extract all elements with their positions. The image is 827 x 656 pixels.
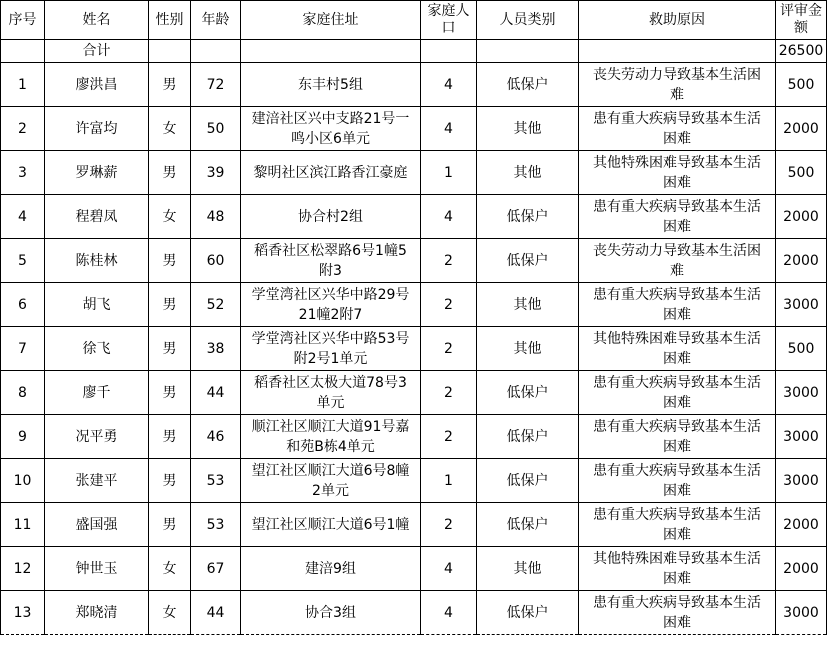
cell-address: 学堂湾社区兴华中路29号21幢2附7 <box>241 283 421 327</box>
cell-family-size: 4 <box>421 107 477 151</box>
header-family-size: 家庭人口 <box>421 1 477 40</box>
cell-category: 其他 <box>477 107 579 151</box>
cell-address: 黎明社区滨江路香江豪庭 <box>241 151 421 195</box>
cell-gender: 女 <box>149 547 191 591</box>
cell-reason: 其他特殊困难导致基本生活困难 <box>579 151 776 195</box>
cell-family-size: 4 <box>421 195 477 239</box>
cell-gender: 男 <box>149 283 191 327</box>
cell-no: 7 <box>1 327 45 371</box>
cell-no: 10 <box>1 459 45 503</box>
cell-name: 许富均 <box>45 107 149 151</box>
cell-name: 廖洪昌 <box>45 63 149 107</box>
cell-name: 郑晓清 <box>45 591 149 635</box>
cell-age: 72 <box>191 63 241 107</box>
cell-family-size: 1 <box>421 151 477 195</box>
total-cell-empty <box>241 40 421 63</box>
cell-address: 望江社区顺江大道6号8幢2单元 <box>241 459 421 503</box>
cell-family-size: 2 <box>421 327 477 371</box>
cell-no: 8 <box>1 371 45 415</box>
cell-category: 其他 <box>477 547 579 591</box>
cell-name: 徐飞 <box>45 327 149 371</box>
cell-no: 4 <box>1 195 45 239</box>
cell-reason: 患有重大疾病导致基本生活困难 <box>579 591 776 635</box>
cell-gender: 女 <box>149 195 191 239</box>
cell-name: 廖千 <box>45 371 149 415</box>
cell-amount: 3000 <box>776 371 827 415</box>
header-row <box>1 1 827 40</box>
cell-amount: 500 <box>776 63 827 107</box>
cell-category: 低保户 <box>477 239 579 283</box>
cell-reason: 丧失劳动力导致基本生活困难 <box>579 239 776 283</box>
cell-family-size: 2 <box>421 503 477 547</box>
cell-no: 9 <box>1 415 45 459</box>
total-cell-empty <box>477 40 579 63</box>
cell-address: 学堂湾社区兴华中路53号附2号1单元 <box>241 327 421 371</box>
cell-family-size: 4 <box>421 591 477 635</box>
cell-age: 53 <box>191 503 241 547</box>
cell-age: 46 <box>191 415 241 459</box>
header-gender: 性别 <box>149 1 191 40</box>
cell-reason: 丧失劳动力导致基本生活困难 <box>579 63 776 107</box>
table-row <box>1 415 827 459</box>
cell-reason: 患有重大疾病导致基本生活困难 <box>579 415 776 459</box>
total-cell-empty <box>421 40 477 63</box>
cell-age: 39 <box>191 151 241 195</box>
header-no: 序号 <box>1 1 45 40</box>
cell-name: 盛国强 <box>45 503 149 547</box>
table-row <box>1 459 827 503</box>
cell-reason: 患有重大疾病导致基本生活困难 <box>579 107 776 151</box>
total-cell-empty <box>579 40 776 63</box>
cell-address: 顺江社区顺江大道91号嘉和苑B栋4单元 <box>241 415 421 459</box>
cell-gender: 男 <box>149 63 191 107</box>
cell-category: 其他 <box>477 283 579 327</box>
cell-amount: 500 <box>776 151 827 195</box>
cell-gender: 男 <box>149 503 191 547</box>
cell-category: 低保户 <box>477 459 579 503</box>
cell-gender: 男 <box>149 239 191 283</box>
cell-name: 陈桂林 <box>45 239 149 283</box>
cell-age: 44 <box>191 591 241 635</box>
cell-no: 11 <box>1 503 45 547</box>
cell-reason: 患有重大疾病导致基本生活困难 <box>579 283 776 327</box>
cell-address: 协合村2组 <box>241 195 421 239</box>
cell-amount: 2000 <box>776 107 827 151</box>
cell-category: 低保户 <box>477 415 579 459</box>
cell-amount: 3000 <box>776 459 827 503</box>
total-cell-empty <box>149 40 191 63</box>
cell-family-size: 1 <box>421 459 477 503</box>
table-row <box>1 547 827 591</box>
header-name: 姓名 <box>45 1 149 40</box>
cell-category: 低保户 <box>477 195 579 239</box>
header-category: 人员类别 <box>477 1 579 40</box>
header-address: 家庭住址 <box>241 1 421 40</box>
cell-reason: 患有重大疾病导致基本生活困难 <box>579 503 776 547</box>
cell-no: 2 <box>1 107 45 151</box>
cell-family-size: 2 <box>421 371 477 415</box>
cell-category: 低保户 <box>477 503 579 547</box>
table-row <box>1 195 827 239</box>
cell-amount: 2000 <box>776 547 827 591</box>
cell-reason: 患有重大疾病导致基本生活困难 <box>579 459 776 503</box>
cell-family-size: 4 <box>421 547 477 591</box>
table-row <box>1 327 827 371</box>
table-row <box>1 239 827 283</box>
cell-no: 12 <box>1 547 45 591</box>
cell-amount: 500 <box>776 327 827 371</box>
table-row <box>1 371 827 415</box>
cell-no: 13 <box>1 591 45 635</box>
cell-age: 38 <box>191 327 241 371</box>
table-row <box>1 151 827 195</box>
cell-category: 其他 <box>477 151 579 195</box>
header-reason: 救助原因 <box>579 1 776 40</box>
total-cell-empty <box>1 40 45 63</box>
cell-name: 钟世玉 <box>45 547 149 591</box>
cell-amount: 3000 <box>776 283 827 327</box>
cell-age: 52 <box>191 283 241 327</box>
cell-gender: 男 <box>149 327 191 371</box>
total-cell-empty <box>191 40 241 63</box>
cell-address: 建涪9组 <box>241 547 421 591</box>
cell-reason: 患有重大疾病导致基本生活困难 <box>579 371 776 415</box>
cell-amount: 2000 <box>776 195 827 239</box>
cell-address: 东丰村5组 <box>241 63 421 107</box>
cell-reason: 其他特殊困难导致基本生活困难 <box>579 327 776 371</box>
cell-no: 6 <box>1 283 45 327</box>
cell-address: 望江社区顺江大道6号1幢 <box>241 503 421 547</box>
cell-gender: 男 <box>149 459 191 503</box>
cell-age: 60 <box>191 239 241 283</box>
cell-age: 50 <box>191 107 241 151</box>
cell-reason: 患有重大疾病导致基本生活困难 <box>579 195 776 239</box>
table-row <box>1 63 827 107</box>
table-row <box>1 107 827 151</box>
total-label: 合计 <box>45 40 149 63</box>
table-row <box>1 283 827 327</box>
cell-family-size: 2 <box>421 415 477 459</box>
cell-amount: 3000 <box>776 415 827 459</box>
cell-family-size: 2 <box>421 239 477 283</box>
cell-gender: 男 <box>149 151 191 195</box>
cell-age: 44 <box>191 371 241 415</box>
cell-age: 67 <box>191 547 241 591</box>
cell-amount: 3000 <box>776 591 827 635</box>
cell-gender: 男 <box>149 371 191 415</box>
total-amount: 26500 <box>776 40 827 63</box>
cell-family-size: 2 <box>421 283 477 327</box>
cell-name: 况平勇 <box>45 415 149 459</box>
cell-no: 3 <box>1 151 45 195</box>
cell-age: 48 <box>191 195 241 239</box>
cell-gender: 女 <box>149 591 191 635</box>
table-row <box>1 591 827 635</box>
cell-category: 低保户 <box>477 63 579 107</box>
cell-no: 1 <box>1 63 45 107</box>
cell-category: 低保户 <box>477 371 579 415</box>
cell-address: 稻香社区太极大道78号3单元 <box>241 371 421 415</box>
total-row <box>1 40 827 63</box>
header-amount: 评审金额 <box>776 1 827 40</box>
cell-address: 协合3组 <box>241 591 421 635</box>
cell-name: 胡飞 <box>45 283 149 327</box>
cell-amount: 2000 <box>776 503 827 547</box>
cell-address: 建涪社区兴中支路21号一鸣小区6单元 <box>241 107 421 151</box>
cell-category: 低保户 <box>477 591 579 635</box>
cell-amount: 2000 <box>776 239 827 283</box>
cell-gender: 女 <box>149 107 191 151</box>
cell-category: 其他 <box>477 327 579 371</box>
cell-name: 罗琳薪 <box>45 151 149 195</box>
cell-address: 稻香社区松翠路6号1幢5附3 <box>241 239 421 283</box>
cell-name: 程碧凤 <box>45 195 149 239</box>
cell-name: 张建平 <box>45 459 149 503</box>
cell-gender: 男 <box>149 415 191 459</box>
cell-reason: 其他特殊困难导致基本生活困难 <box>579 547 776 591</box>
cell-no: 5 <box>1 239 45 283</box>
header-age: 年龄 <box>191 1 241 40</box>
cell-age: 53 <box>191 459 241 503</box>
cell-family-size: 4 <box>421 63 477 107</box>
table-row <box>1 503 827 547</box>
